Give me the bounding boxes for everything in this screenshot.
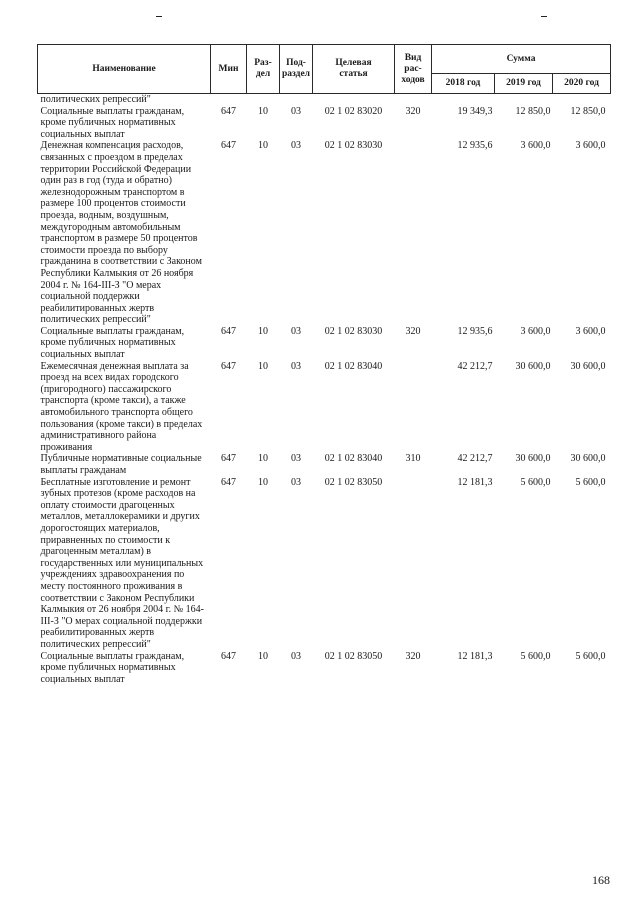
cell-statya: 02 1 02 83040 [324, 453, 383, 465]
cell-vid [395, 477, 432, 651]
cell-2018: 42 212,7 [457, 453, 493, 465]
cell-statya: 02 1 02 83020 [324, 105, 383, 117]
cell-name: Бесплатные изготовление и ремонт зубных протезов (кроме расходов на оплату стоимости драгоценных металлов, металлокерамики и других дорогостоящих материалов, приравненных по стоимости к драгоценным металлам) в государственных или муниципальных учреждениях здравоохранения по месту постоянного проживания в соответствии с Законом Республики Калмыкия от 26 ноября 2004 г. № 164-III-З "О мерах социальной поддержки реабилитированных жертв политических репрессий" [40, 476, 204, 650]
cell-vid: 320 [405, 650, 421, 662]
table-row [38, 140, 611, 326]
cell-statya [313, 94, 395, 106]
table-row [38, 361, 611, 454]
cell-statya: 02 1 02 83030 [324, 325, 383, 337]
cell-razdel: 10 [258, 453, 268, 465]
col-header-min: Мин [211, 45, 247, 94]
cell-2020: 3 600,0 [575, 325, 606, 337]
col-header-2018: 2018 год [432, 74, 495, 94]
cell-2018: 42 212,7 [457, 360, 493, 372]
cell-statya: 02 1 02 83050 [324, 650, 383, 662]
cell-2020: 5 600,0 [575, 650, 606, 662]
cell-statya: 02 1 02 83050 [324, 476, 383, 488]
cell-2020: 12 850,0 [570, 105, 606, 117]
top-right-dash-mark [541, 16, 547, 17]
cell-name: Социальные выплаты гражданам, кроме публичных нормативных социальных выплат [40, 650, 185, 685]
cell-2019: 3 600,0 [520, 325, 551, 337]
cell-2018: 12 935,6 [457, 140, 493, 152]
cell-vid: 310 [405, 453, 421, 465]
col-header-vid: Вид рас- ходов [395, 45, 432, 94]
cell-2019 [495, 94, 553, 106]
cell-2019: 12 850,0 [515, 105, 551, 117]
cell-2020: 30 600,0 [570, 360, 606, 372]
cell-2020: 5 600,0 [575, 476, 606, 488]
cell-statya: 02 1 02 83040 [324, 360, 383, 372]
col-header-name: Наименование [38, 45, 211, 94]
cell-podrazdel: 03 [291, 453, 301, 465]
cell-podrazdel: 03 [291, 105, 301, 117]
cell-2019: 3 600,0 [520, 140, 551, 152]
cell-name: Ежемесячная денежная выплата за проезд на всех видах городского (пригородного) пассажирского транспорта (кроме такси), а также автомобильного транспорта общего пользования (кроме такси) в пределах административного района проживания [40, 360, 203, 453]
cell-min: 647 [221, 105, 236, 117]
cell-podrazdel: 03 [291, 476, 301, 488]
cell-razdel [247, 94, 280, 106]
cell-2018: 19 349,3 [457, 105, 493, 117]
top-left-dash-mark [156, 16, 162, 17]
table-row [38, 106, 611, 141]
cell-2018: 12 935,6 [457, 325, 493, 337]
col-header-statya: Целевая статья [313, 45, 395, 94]
cell-2018: 12 181,3 [457, 650, 493, 662]
cell-vid: 320 [405, 325, 421, 337]
cell-2019: 5 600,0 [520, 650, 551, 662]
cell-name: Социальные выплаты гражданам, кроме публичных нормативных социальных выплат [40, 325, 185, 361]
cell-2020: 30 600,0 [570, 453, 606, 465]
col-header-summa: Сумма [432, 45, 611, 74]
cell-vid: 320 [405, 105, 421, 117]
cell-name: политических репрессий" [40, 94, 151, 105]
cell-razdel: 10 [258, 140, 268, 152]
cell-2019: 30 600,0 [515, 453, 551, 465]
cell-min: 647 [221, 140, 236, 152]
cell-name: Социальные выплаты гражданам, кроме публичных нормативных социальных выплат [40, 105, 185, 140]
cell-name: Денежная компенсация расходов, связанных с проездом в пределах территории Российской Федерации один раз в год (туда и обратно) железнодорожным транспортом в размере 100 процентов стоимости проезда, водным, воздушным, междугородным автомобильным транспортом в размере 50 процентов стоимости проезда по выбору гражданина в соответствии с Законом Республики Калмыкия от 26 ноября 2004 г. № 164-III-З "О мерах социальной поддержки реабилитированных жертв политических репрессий" [40, 140, 202, 326]
budget-table [37, 44, 611, 685]
cell-min: 647 [221, 476, 236, 488]
cell-2019: 5 600,0 [520, 476, 551, 488]
cell-podrazdel: 03 [291, 650, 301, 662]
cell-vid [395, 140, 432, 326]
cell-2018 [432, 94, 495, 106]
cell-podrazdel [280, 94, 313, 106]
cell-podrazdel: 03 [291, 140, 301, 152]
table-row [38, 326, 611, 361]
cell-razdel: 10 [258, 325, 268, 337]
cell-podrazdel: 03 [291, 360, 301, 372]
cell-vid [395, 94, 432, 106]
cell-statya: 02 1 02 83030 [324, 140, 383, 152]
cell-min: 647 [221, 325, 236, 337]
col-header-razdel: Раз- дел [247, 45, 280, 94]
cell-min: 647 [221, 650, 236, 662]
col-header-2020: 2020 год [553, 74, 611, 94]
cell-2018: 12 181,3 [457, 476, 493, 488]
cell-podrazdel: 03 [291, 325, 301, 337]
cell-razdel: 10 [258, 650, 268, 662]
cell-razdel: 10 [258, 360, 268, 372]
table-row [38, 94, 611, 106]
cell-2019: 30 600,0 [515, 360, 551, 372]
cell-razdel: 10 [258, 476, 268, 488]
cell-razdel: 10 [258, 105, 268, 117]
table-row [38, 477, 611, 651]
table-row [38, 651, 611, 686]
table-row [38, 453, 611, 476]
col-header-2019: 2019 год [495, 74, 553, 94]
col-header-podrazdel: Под- раздел [280, 45, 313, 94]
cell-min: 647 [221, 360, 236, 372]
cell-min [211, 94, 247, 106]
cell-2020: 3 600,0 [575, 140, 606, 152]
cell-vid [395, 361, 432, 454]
cell-min: 647 [221, 453, 236, 465]
cell-2020 [553, 94, 611, 106]
page-number: 168 [592, 873, 610, 887]
cell-name: Публичные нормативные социальные выплаты гражданам [40, 453, 202, 476]
